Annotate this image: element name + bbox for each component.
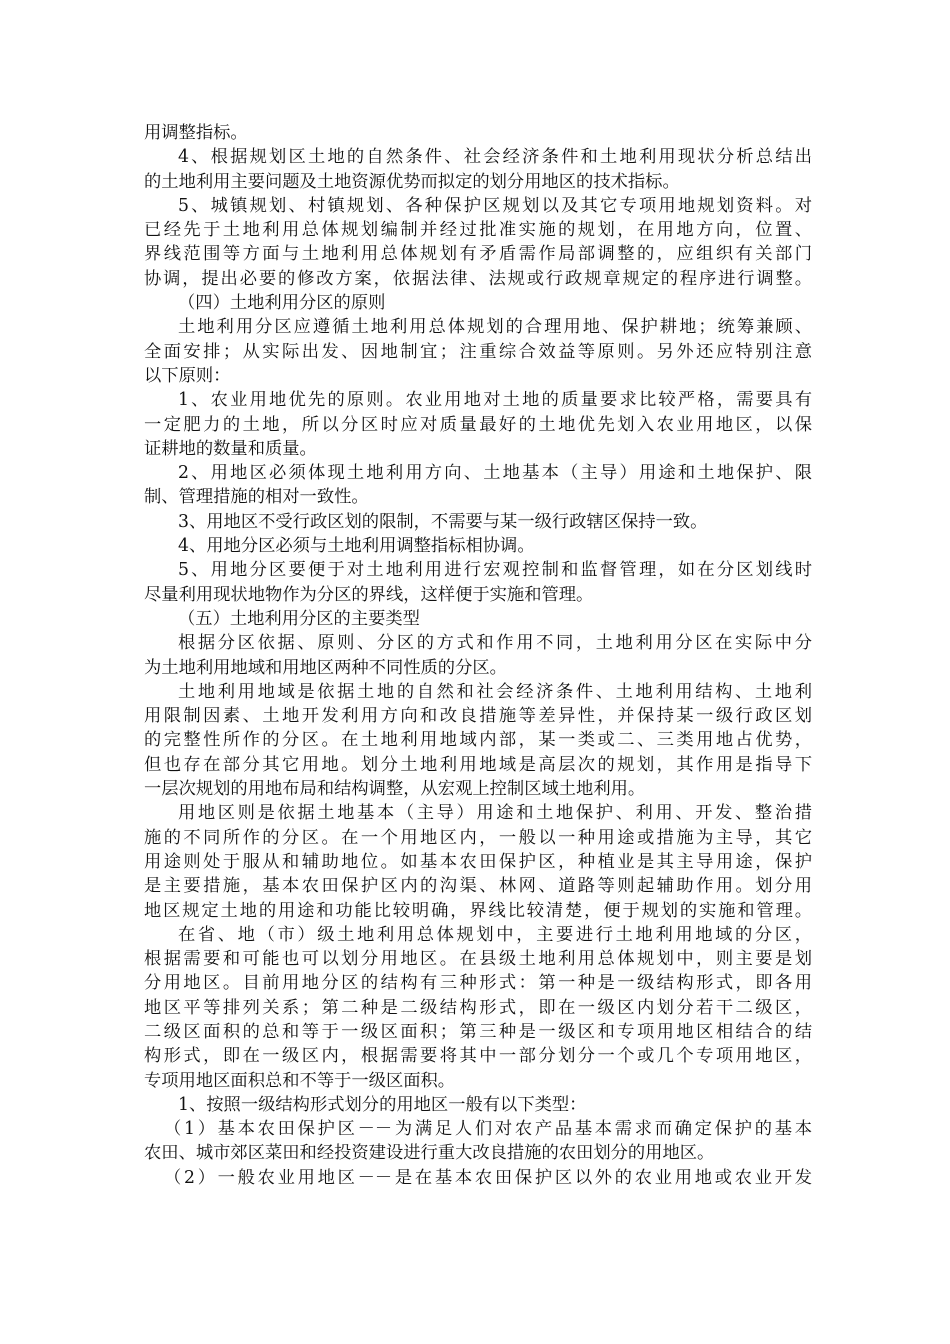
text-line: 用途则处于服从和辅助地位。如基本农田保护区，种植业是其主导用途，保护 [144, 851, 812, 872]
text-line: 界线范围等方面与土地利用总体规划有矛盾需作局部调整的，应组织有关部门 [144, 244, 812, 265]
document-body [144, 121, 812, 1190]
text-line: 为土地利用地域和用地区两种不同性质的分区。 [144, 657, 507, 678]
text-line: 3、用地区不受行政区划的限制，不需要与某一级行政辖区保持一致。 [178, 511, 708, 532]
text-line: 在省、地（市）级土地利用总体规划中，主要进行土地利用地域的分区， [178, 924, 812, 945]
text-line: 地区平等排列关系；第二种是二级结构形式，即在一级区内划分若干二级区， [144, 997, 812, 1018]
text-line: 以下原则： [144, 365, 231, 386]
text-line: 的土地利用主要问题及土地资源优势而拟定的划分用地区的技术指标。 [144, 171, 680, 192]
text-line: 协调，提出必要的修改方案，依据法律、法规或行政规章规定的程序进行调整。 [144, 268, 812, 289]
text-line: 用限制因素、土地开发利用方向和改良措施等差异性，并保持某一级行政区划 [144, 706, 812, 727]
text-line: 1、按照一级结构形式划分的用地区一般有以下类型： [178, 1094, 587, 1115]
text-line: 土地利用地域是依据土地的自然和社会经济条件、土地利用结构、土地利 [178, 681, 812, 702]
text-line: 农田、城市郊区菜田和经投资建设进行重大改良措施的农田划分的用地区。 [144, 1143, 715, 1164]
text-line: 5、城镇规划、村镇规划、各种保护区规划以及其它专项用地规划资料。对 [178, 195, 812, 216]
text-line: 用调整指标。 [144, 123, 248, 143]
section-heading: （五）土地利用分区的主要类型 [178, 608, 420, 629]
text-line: 土地利用分区应遵循土地利用总体规划的合理用地、保护耕地；统筹兼顾、 [178, 317, 812, 338]
text-line: 一定肥力的土地，所以分区时应对质量最好的土地优先划入农业用地区，以保 [144, 414, 812, 435]
text-line: 1、农业用地优先的原则。农业用地对土地的质量要求比较严格，需要具有 [178, 390, 812, 411]
text-line: 分用地区。目前用地分区的结构有三种形式：第一种是一级结构形式，即各用 [144, 973, 812, 994]
text-line: 根据分区依据、原则、分区的方式和作用不同，土地利用分区在实际中分 [178, 633, 812, 654]
text-line: 专项用地区面积总和不等于一级区面积。 [144, 1070, 456, 1091]
text-line: 地区规定土地的用途和功能比较明确，界线比较清楚，便于规划的实施和管理。 [144, 900, 812, 921]
text-line: 一层次规划的用地布局和结构调整，从宏观上控制区域土地利用。 [144, 779, 646, 800]
section-heading: （四）土地利用分区的原则 [178, 293, 386, 314]
text-line: 构形式，即在一级区内，根据需要将其中一部分划分一个或几个专项用地区， [144, 1046, 812, 1067]
text-line: （2）一般农业用地区－－是在基本农田保护区以外的农业用地或农业开发 [164, 1167, 812, 1188]
text-line: 4、用地分区必须与土地利用调整指标相协调。 [178, 536, 535, 557]
text-line: 已经先于土地利用总体规划编制并经过批准实施的规划，在用地方向，位置、 [144, 220, 812, 241]
text-line: （1）基本农田保护区－－为满足人们对农产品基本需求而确定保护的基本 [164, 1119, 812, 1140]
text-line: 用地区则是依据土地基本（主导）用途和土地保护、利用、开发、整治措 [178, 803, 812, 824]
text-line: 尽量利用现状地物作为分区的界线，这样便于实施和管理。 [144, 584, 594, 605]
text-line: 全面安排；从实际出发、因地制宜；注重综合效益等原则。另外还应特别注意 [144, 341, 812, 362]
text-line: 5、用地分区要便于对土地利用进行宏观控制和监督管理，如在分区划线时 [178, 560, 812, 581]
text-line: 4、根据规划区土地的自然条件、社会经济条件和土地利用现状分析总结出 [178, 147, 812, 168]
text-line: 的完整性所作的分区。在土地利用地域内部，某一类或二、三类用地占优势， [144, 730, 812, 751]
text-line: 2、用地区必须体现土地利用方向、土地基本（主导）用途和土地保护、限 [178, 463, 812, 484]
text-line: 制、管理措施的相对一致性。 [144, 487, 369, 508]
text-line: 二级区面积的总和等于一级区面积；第三种是一级区和专项用地区相结合的结 [144, 1021, 812, 1042]
text-line: 施的不同所作的分区。在一个用地区内，一般以一种用途或措施为主导，其它 [144, 827, 812, 848]
text-line: 证耕地的数量和质量。 [144, 438, 317, 459]
text-line: 根据需要和可能也可以划分用地区。在县级土地利用总体规划中，则主要是划 [144, 949, 812, 970]
text-line: 是主要措施，基本农田保护区内的沟渠、林网、道路等则起辅助作用。划分用 [144, 876, 812, 897]
text-line: 但也存在部分其它用地。划分土地利用地域是高层次的规划，其作用是指导下 [144, 754, 812, 775]
